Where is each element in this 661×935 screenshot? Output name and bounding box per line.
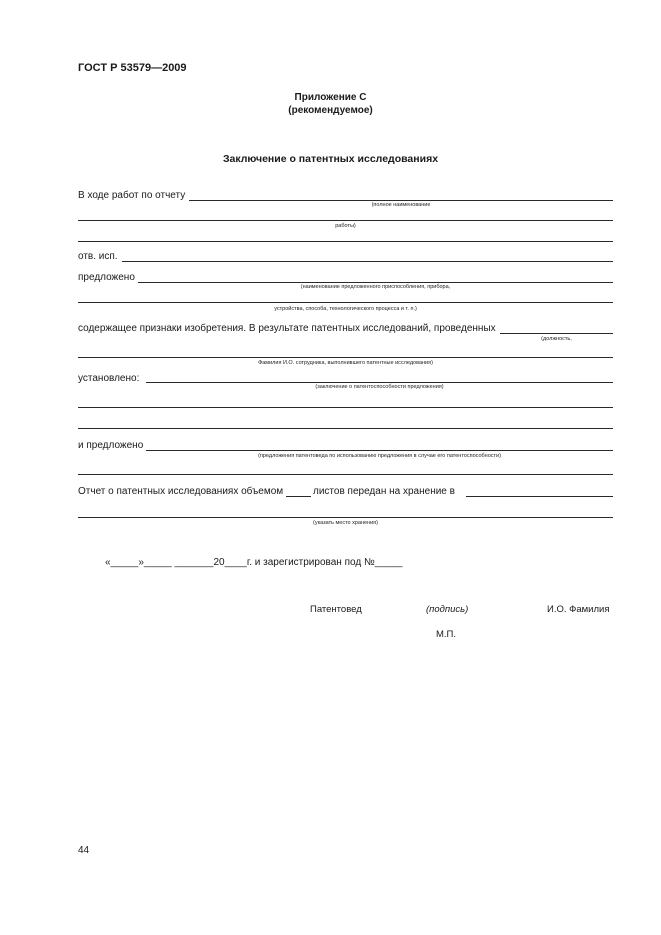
caption-position: (должность, bbox=[541, 336, 572, 342]
work-name-line-3[interactable] bbox=[78, 241, 613, 242]
patent-specialist-label: Патентовед bbox=[310, 604, 362, 615]
sheets-count-line[interactable] bbox=[286, 496, 311, 497]
caption-works: работы) bbox=[335, 223, 356, 229]
caption-conclusion: (заключение о патентоспособности предложения) bbox=[315, 384, 444, 390]
responsible-label: отв. исп. bbox=[78, 251, 118, 262]
employee-line[interactable] bbox=[78, 357, 613, 358]
proposed-line[interactable] bbox=[138, 282, 613, 283]
appendix-heading bbox=[0, 91, 661, 117]
caption-full-name: (полное наименование bbox=[371, 202, 431, 208]
proposals-line-2[interactable] bbox=[78, 474, 613, 475]
proposed-line-2[interactable] bbox=[78, 302, 613, 303]
conclusion-line-2[interactable] bbox=[78, 407, 613, 408]
stamp-label: М.П. bbox=[436, 629, 457, 640]
work-name-line[interactable] bbox=[189, 200, 613, 201]
caption-storage: (указать место хранения) bbox=[313, 520, 378, 526]
signature-label: (подпись) bbox=[426, 604, 469, 615]
report-text-1: Отчет о патентных исследованиях объемом bbox=[78, 486, 284, 497]
and-proposed-label: и предложено bbox=[78, 440, 144, 451]
position-line[interactable] bbox=[500, 333, 613, 334]
caption-proposals: (предложения патентоведа по использованию предложения в случае его патентоспособности) bbox=[258, 453, 501, 459]
standard-number: ГОСТ Р 53579—2009 bbox=[78, 62, 187, 74]
caption-employee: Фамилия И.О. сотрудника, выполнившего патентные исследования) bbox=[258, 360, 433, 366]
and-proposed-line[interactable] bbox=[146, 450, 613, 451]
date-registration-line: «_____»_____ _______20____г. и зарегистрирован под №_____ bbox=[105, 557, 403, 568]
caption-device-2: устройства, способа, технологического процесса и т. п.) bbox=[274, 306, 417, 312]
storage-line[interactable] bbox=[466, 496, 613, 497]
page-number: 44 bbox=[78, 845, 90, 856]
appendix-subtitle: (рекомендуемое) bbox=[288, 105, 373, 116]
name-label: И.О. Фамилия bbox=[547, 604, 610, 615]
work-label: В ходе работ по отчету bbox=[78, 190, 186, 201]
established-label: установлено: bbox=[78, 373, 140, 384]
appendix-title: Приложение С bbox=[294, 92, 367, 103]
report-text-2: листов передан на хранение в bbox=[313, 486, 455, 497]
work-name-line-2[interactable] bbox=[78, 220, 613, 221]
conclusion-line-3[interactable] bbox=[78, 428, 613, 429]
proposed-label: предложено bbox=[78, 272, 135, 283]
caption-device: (наименование предложенного приспособления, прибора, bbox=[300, 284, 451, 290]
storage-line-2[interactable] bbox=[78, 517, 613, 518]
document-title: Заключение о патентных исследованиях bbox=[222, 153, 439, 165]
responsible-line[interactable] bbox=[122, 261, 613, 262]
established-line[interactable] bbox=[146, 382, 613, 383]
features-text: содержащее признаки изобретения. В результате патентных исследований, проведенных bbox=[78, 323, 496, 334]
